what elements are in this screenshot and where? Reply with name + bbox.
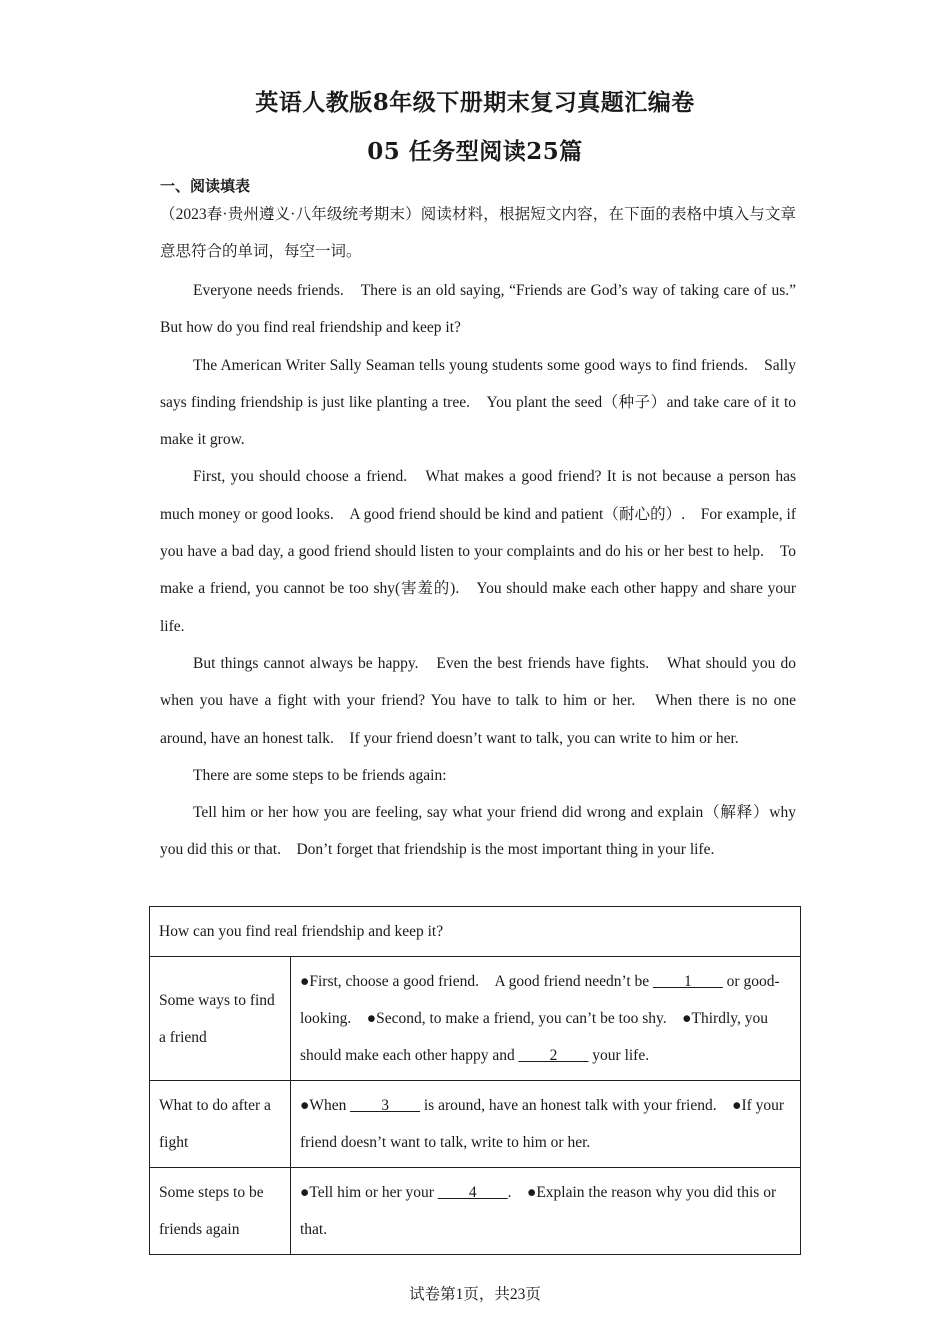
table-header-cell: How can you find real friendship and keep it? — [150, 907, 801, 957]
row-content — [291, 1168, 801, 1255]
content-text: is around, have an honest talk with your friend. ●If your friend doesn’t want to talk, write to him or her. — [300, 1097, 785, 1151]
passage-paragraph-1: Everyone needs friends. There is an old saying, “Friends are God’s way of taking care of us.” But how do you find real friendship and keep it? — [160, 282, 796, 337]
table-row — [150, 1168, 801, 1255]
content-text: . ●Explain the reason why you did this or that. — [300, 1184, 777, 1238]
passage-paragraph-2: The American Writer Sally Seaman tells young students some good ways to find friends. Sally says finding friendship is just like planting a tree. You plant the seed（种子）and take care of it to make it grow. — [160, 356, 796, 449]
passage-paragraph-6: Tell him or her how you are feeling, say what your friend did wrong and explain（解释）why you did this or that. Don’t forget that friendship is the most important thing in your life. — [160, 804, 796, 859]
content-text: ●First, choose a good friend. A good friend needn’t be — [300, 973, 654, 990]
row-content — [291, 1081, 801, 1168]
section-heading: 一、阅读填表 — [160, 177, 251, 195]
row-label: Some ways to find a friend — [150, 957, 291, 1081]
content-text: your life. — [588, 1047, 650, 1064]
row-content — [291, 957, 801, 1081]
answer-blank-2: ____2____ — [518, 1047, 589, 1064]
answer-blank-3: ____3____ — [350, 1097, 420, 1114]
document-title: 英语人教版8年级下册期末复习真题汇编卷 — [255, 89, 695, 116]
table-row — [150, 957, 801, 1081]
row-label: What to do after a fight — [150, 1081, 291, 1168]
table-row — [150, 1081, 801, 1168]
content-text: ●Tell him or her your — [300, 1184, 438, 1201]
document-subtitle: 05 任务型阅读25篇 — [367, 138, 583, 165]
task-table — [149, 906, 801, 1255]
answer-blank-1: ____1____ — [653, 973, 723, 990]
table-header-row — [150, 907, 801, 957]
page-footer: 试卷第1页，共23页 — [409, 1286, 541, 1303]
passage-paragraph-5: There are some steps to be friends again: — [193, 766, 447, 784]
answer-blank-4: ____4____ — [437, 1184, 508, 1201]
passage-paragraph-3: First, you should choose a friend. What makes a good friend? It is not because a person has much money or good looks. A good friend should be kind and patient（耐心的）. For example, if you have a bad day, a good friend should listen to your complaints and do his or her best to help. To make a friend, you cannot be too shy(害羞的). You should make each other happy and share your life. — [160, 468, 796, 635]
passage-paragraph-4: But things cannot always be happy. Even the best friends have fights. What should you do when you have a fight with your friend? You have to talk to him or her. When there is no one around, have an honest talk. If your friend doesn’t want to talk, you can write to him or her. — [160, 654, 796, 747]
content-text: ●When — [300, 1097, 351, 1114]
instructions — [160, 196, 796, 270]
row-label: Some steps to be friends again — [150, 1168, 291, 1255]
content-text: or good-looking. ●Second, to make a friend, you can’t be too shy. ●Thirdly, you should make each other happy and — [300, 973, 780, 1064]
instructions-text: （2023春·贵州遵义·八年级统考期末）阅读材料，根据短文内容，在下面的表格中填入与文章意思符合的单词，每空一词。 — [160, 206, 796, 260]
reading-passage — [160, 272, 796, 869]
